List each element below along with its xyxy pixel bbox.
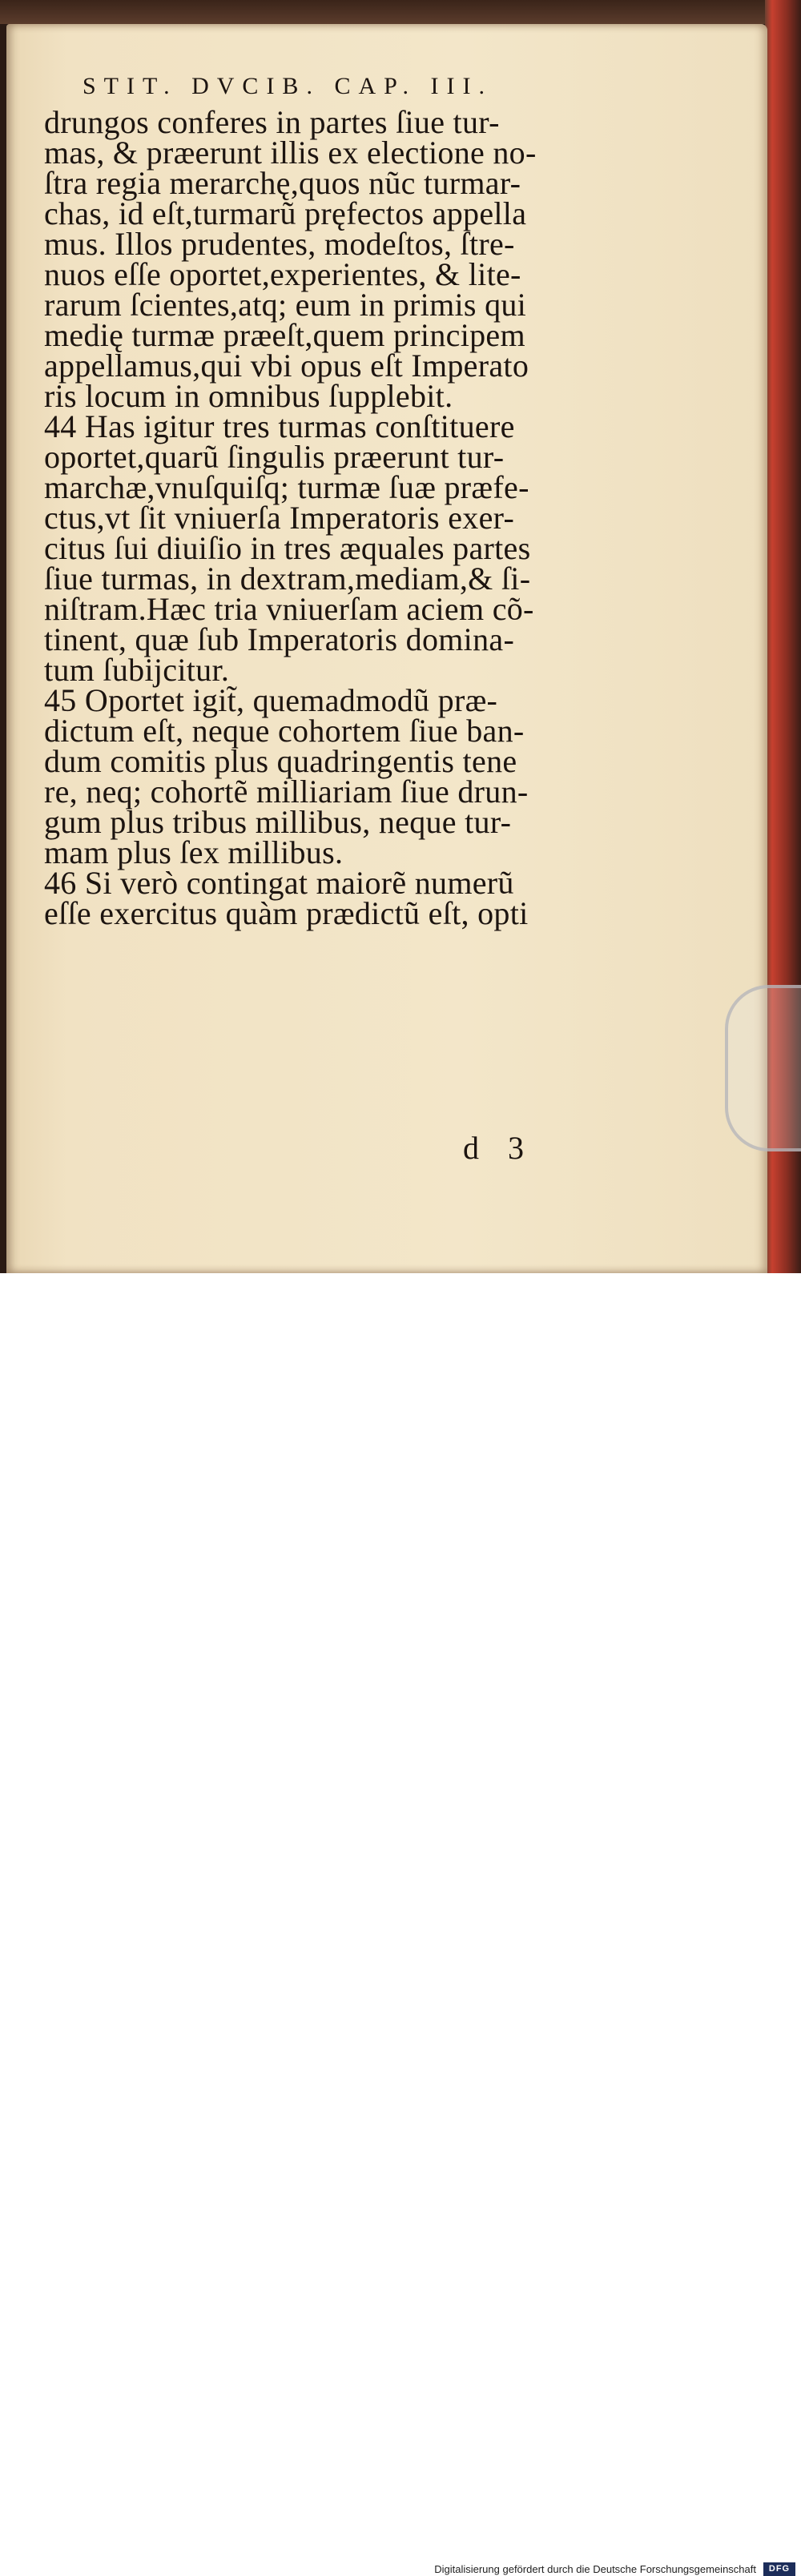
text-line: tinent, quæ ſub Imperatoris domina- [44,621,515,657]
text-line: ſiue turmas, in dextram,mediam,& ſi- [44,561,531,597]
text-line: medię turmæ præeſt,quem principem [44,317,525,353]
page-text-block [44,66,573,929]
body-text [44,104,573,931]
text-line: rarum ſcientes,atq; eum in primis qui [44,287,527,323]
text-line: ctus,vt ſit vniuerſa Imperatoris exer- [44,500,515,536]
text-line: niſtram.Hæc tria vniuerſam aciem cõ- [44,591,534,627]
digitization-note: Digitalisierung gefördert durch die Deutsche Forschungsgemeinschaft [434,2563,756,2575]
text-line: drungos conferes in partes ſiue tur- [44,104,500,140]
text-line: dum comitis plus quadringentis tene [44,743,517,779]
running-head: STIT. DVCIB. CAP. III. [83,73,493,99]
book-top-edge [0,0,769,24]
dfg-logo: DFG [763,2562,795,2576]
text-line: mus. Illos prudentes, modeſtos, ſtre- [44,226,515,262]
text-line: eſſe exercitus quàm prædictũ eſt, opti [44,895,529,931]
text-line: mas, & præerunt illis ex electione no- [44,135,537,171]
text-line: 44 Has igitur tres turmas conſtituere [44,408,515,444]
text-line: dictum eſt, neque cohortem ſiue ban- [44,713,525,749]
text-line: gum plus tribus millibus, neque tur- [44,804,512,840]
text-line: re, neq; cohortẽ milliariam ſiue drun- [44,774,529,810]
text-line: ſtra regia merarchę,quos nũc turmar- [44,165,521,201]
text-line: appellamus,qui vbi opus eſt Imperato [44,348,529,384]
text-line: marchæ,vnuſquiſq; turmæ ſuæ præfe- [44,469,529,505]
page-clamp [725,985,801,1151]
text-line: 45 Oportet igit̃, quemadmodũ præ- [44,682,498,718]
text-line: tum ſubijcitur. [44,652,230,688]
signature-mark: d 3 [463,1130,524,1166]
text-line: 46 Si verò contingat maiorẽ numerũ [44,865,514,901]
digitization-footer [0,1273,801,2575]
text-line: oportet,quarũ ſingulis præerunt tur- [44,439,505,475]
text-line: mam plus ſex millibus. [44,834,344,870]
text-line: ris locum in omnibus ſupplebit. [44,378,453,414]
text-line: citus ſui diuiſio in tres æquales partes [44,530,531,566]
text-line: nuos eſſe oportet,experientes, & lite- [44,256,521,292]
text-line: chas, id eſt,turmarũ pręfectos appella [44,195,527,231]
